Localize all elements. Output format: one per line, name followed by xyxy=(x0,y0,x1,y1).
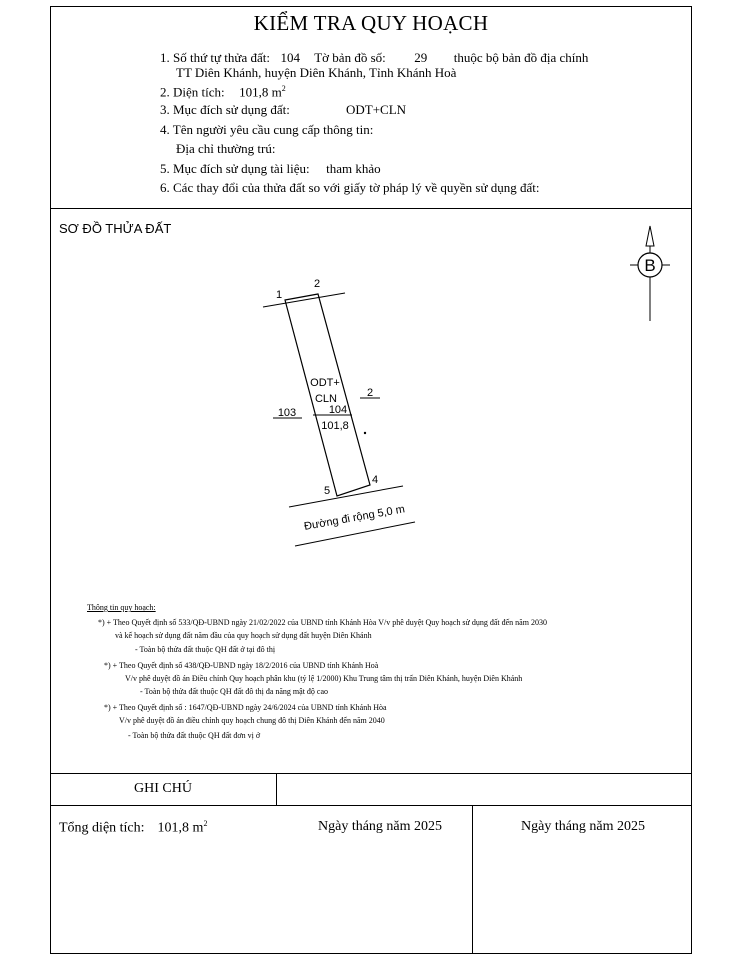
planning-note: - Toàn bộ thửa đất thuộc QH đất đô thị đa năng mật độ cao xyxy=(140,687,329,696)
divider-date-col xyxy=(472,805,473,954)
left-parcel-label: 103 xyxy=(277,407,297,419)
divider-notes-col xyxy=(276,773,277,805)
north-arrow-icon xyxy=(630,226,670,321)
total-area-sup: 2 xyxy=(203,819,208,828)
divider-footer-mid xyxy=(50,805,692,806)
planning-note: *) + Theo Quyết định số 438/QĐ-UBND ngày 18/2/2016 của UBND tỉnh Khánh Hoà xyxy=(104,661,379,670)
road-label: Đường đi rộng 5,0 m xyxy=(303,503,406,533)
planning-note: V/v phê duyệt đồ án Điều chỉnh Quy hoạch phân khu (tỷ lệ 1/2000) Khu Trung tâm thị trấn Diên Khánh, huyện Diên Khánh xyxy=(125,674,523,683)
road-edge-upper xyxy=(289,486,403,507)
land-use-label: 3. Mục đích sử dụng đất: xyxy=(160,102,290,117)
doc-purpose-value: tham khảo xyxy=(326,161,381,176)
map-sheet-number: 29 xyxy=(414,50,428,65)
divider-footer-top xyxy=(50,773,692,774)
planning-note: - Toàn bộ thửa đất thuộc QH đất đơn vị ở xyxy=(128,731,261,740)
area-label: 2. Diện tích: xyxy=(160,84,225,100)
date-field-2: Ngày tháng năm 2025 xyxy=(521,819,646,834)
parcel-area-label: 101,8 xyxy=(321,420,349,432)
planning-note: *) + Theo Quyết định số 533/QĐ-UBND ngày 21/02/2022 của UBND tỉnh Khánh Hòa V/v phê duyệt Quy hoạch sử dụng đất đến năm 2030 xyxy=(98,618,547,627)
doc-purpose-label: 5. Mục đích sử dụng tài liệu: xyxy=(160,161,310,176)
area-value: 101,8 m xyxy=(239,84,282,100)
requester-label: 4. Tên người yêu cầu cung cấp thông tin: xyxy=(160,122,374,137)
land-use-value: ODT+CLN xyxy=(346,102,407,117)
address-label: Địa chỉ thường trú: xyxy=(176,141,276,156)
parcel-use-line1: ODT+ xyxy=(310,377,340,389)
north-label: B xyxy=(644,256,656,275)
total-area-value: 101,8 m xyxy=(157,820,204,836)
cadastral-label: thuộc bộ bản đồ địa chính xyxy=(453,50,589,65)
parcel-number-label: 104 xyxy=(328,404,348,416)
diagram-title: SƠ ĐỒ THỬA ĐẤT xyxy=(59,221,172,236)
dot-marker xyxy=(364,432,366,434)
point-label-2: 2 xyxy=(313,278,321,290)
parcel-number: 104 xyxy=(280,50,300,65)
changes-label: 6. Các thay đổi của thửa đất so với giấy tờ pháp lý về quyền sử dụng đất: xyxy=(160,180,540,195)
planning-heading: Thông tin quy hoạch: xyxy=(87,603,156,612)
planning-note: V/v phê duyệt đồ án điều chỉnh quy hoạch chung đô thị Diên Khánh đến năm 2040 xyxy=(119,716,385,725)
point-label-1: 1 xyxy=(275,289,283,301)
total-area xyxy=(59,819,207,837)
location: TT Diên Khánh, huyện Diên Khánh, Tỉnh Khánh Hoà xyxy=(176,65,457,80)
planning-note: và kế hoạch sử dụng đất năm đầu của quy hoạch sử dụng đất huyện Diên Khánh xyxy=(115,631,372,640)
planning-note: *) + Theo Quyết định số : 1647/QĐ-UBND ngày 24/6/2024 của UBND tỉnh Khánh Hòa xyxy=(104,703,387,712)
area-unit-sup: 2 xyxy=(281,84,286,93)
right-parcel-label: 2 xyxy=(366,387,374,399)
planning-note: - Toàn bộ thửa đất thuộc QH đất ở tại đô thị xyxy=(135,645,276,654)
map-sheet-label: Tờ bản đồ số: xyxy=(314,50,386,65)
point-label-4: 4 xyxy=(371,474,379,486)
date-field-1: Ngày tháng năm 2025 xyxy=(318,819,443,834)
point-label-5: 5 xyxy=(323,485,331,497)
total-area-label: Tổng diện tích: xyxy=(59,820,145,836)
parcel-use-line2: CLN xyxy=(314,393,338,405)
page-title: KIỂM TRA QUY HOẠCH xyxy=(253,11,489,35)
notes-label: GHI CHÚ xyxy=(134,781,192,796)
parcel-number-label: 1. Số thứ tự thửa đất: xyxy=(160,50,270,65)
